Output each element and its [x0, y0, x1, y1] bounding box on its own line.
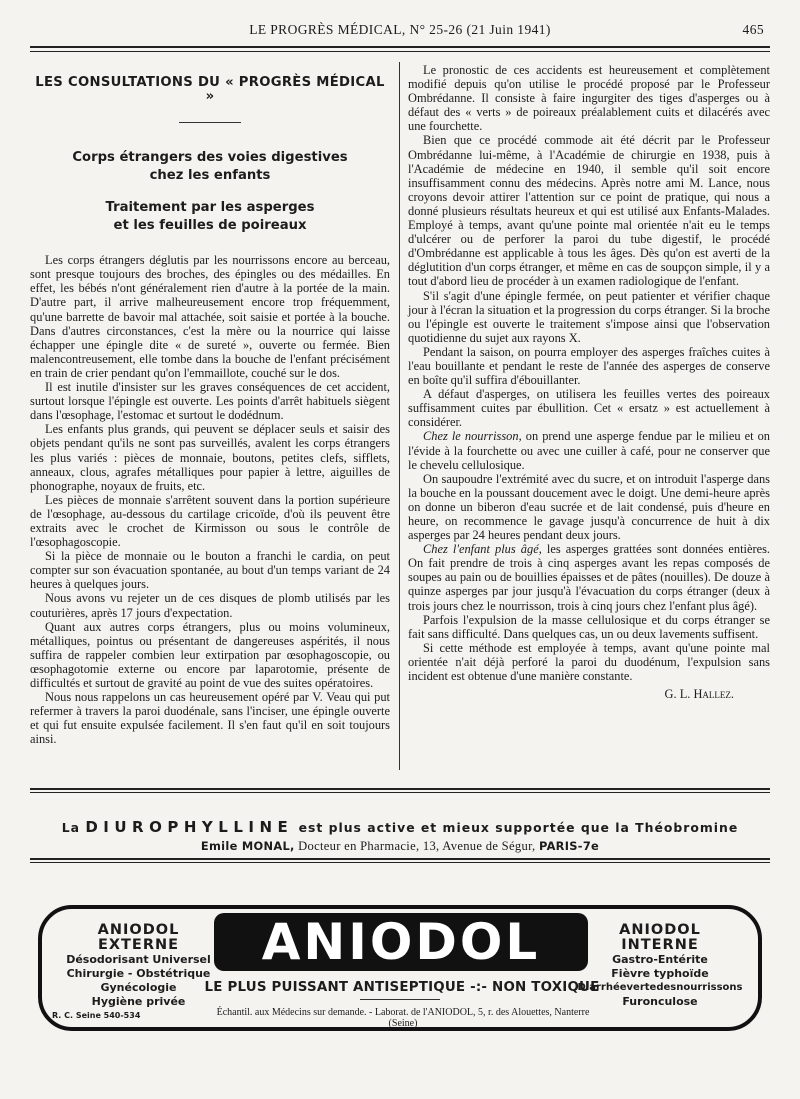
ad-rule-top	[30, 788, 770, 790]
column-divider	[399, 62, 400, 770]
aniodol-externe-block	[56, 923, 221, 1009]
aniodol-interne-use: Furonculose	[622, 995, 698, 1008]
aniodol-logo: ANIODOL	[214, 913, 588, 971]
paragraph: Si cette méthode est employée à temps, avant qu'une pointe mal orientée n'ait déjà perforé la paroi du duodénum, l'expulsion sans incident est obtenue d'une manière constante.	[408, 640, 770, 684]
paragraph-nourrisson	[408, 429, 770, 471]
aniodol-externe-use: Désodorisant Universel	[66, 953, 211, 966]
section-heading: LES CONSULTATIONS DU « PROGRÈS MÉDICAL »	[35, 75, 385, 105]
paragraph: Nous nous rappelons un cas heureusement opéré par V. Veau qui put refermer à travers la paroi duodénale, sans l'inciser, une épingle ouverte et qui fut ensuite expulsée facilement. Il s'en faut qu'il en soit toujours ainsi.	[30, 690, 390, 747]
article-title	[30, 149, 390, 185]
aniodol-interne-use: Fièvre typhoïde	[611, 967, 709, 980]
aniodol-externe-use: Chirurgie - Obstétrique	[66, 967, 211, 980]
article-subtitle-line1: Traitement par les asperges	[105, 200, 315, 216]
paragraph: Parfois l'expulsion de la masse cellulosique et du corps étranger se fait sans difficulté. Dans quelques cas, un ou deux lavements suffisent.	[408, 612, 770, 641]
ad-rule-mid	[30, 858, 770, 860]
ad-rule-mid-thin	[30, 862, 770, 863]
section-divider	[179, 122, 241, 123]
aniodol-interne-heading-2: INTERNE	[621, 937, 699, 953]
page-number: 465	[742, 22, 764, 37]
aniodol-externe-use: Gynécologie	[100, 981, 177, 994]
paragraph: Bien que ce procédé commode ait été décrit par le Professeur Ombrédanne lui-même, à l'Académie de chirurgie en 1938, puis à l'Académie de médecine en 1940, il semble qu'il soit encore insuffisamment connu des médecins. Après notre ami M. Lance, nous croyons devoir attirer l'attention sur ce point de pratique, qui nous a donné plusieurs résultats heureux et qui est utilisé aux Enfants-Malades. Employé à temps, avant qu'une pointe mal orientée n'ait eu le temps d'ulcérer ou de perforer la paroi du tube digestif, le procédé d'Ombrédanne est applicable à tous les âges. Dès qu'on est averti de la déglutition d'un corps étranger, et même en cas de soupçon simple, il y a tout d'abord lieu de procéder à un examen radiologique de l'enfant.	[408, 133, 770, 289]
paragraph: Les enfants plus grands, qui peuvent se déplacer seuls et saisir des objets pendant qu'ils ne sont pas surveillés, avalent les corps étrangers les plus variés : pièces de monnaie, boutons, petites clefs, sifflets, anneaux, clous, agrafes métalliques pour papier à lettre, aiguilles de phonographe, noyaux de fruits, etc.	[30, 422, 390, 493]
aniodol-slogan: LE PLUS PUISSANT ANTISEPTIQUE -:- NON TOXIQUE	[204, 980, 600, 995]
maker-city: PARIS-7e	[538, 839, 600, 853]
paragraph: On saupoudre l'extrémité avec du sucre, et on introduit l'asperge dans la bouche en la poussant doucement avec le doigt. Une demi-heure après on donne un biberon d'eau sucrée et de lait condensé, puis d'heure en heure, on recommence le gavage jusqu'à concurrence de huit à dix asperges par 24 heures pendant deux jours.	[408, 471, 770, 543]
article-title-line1: Corps étrangers des voies digestives	[72, 150, 348, 166]
paragraph: Pendant la saison, on pourra employer des asperges fraîches cuites à l'eau bouillante et pendant le reste de l'année des asperges de conserve en boîte qu'il suffira d'ébouillanter.	[408, 344, 770, 388]
running-head	[30, 22, 770, 42]
header-rule-thin	[30, 51, 770, 52]
aniodol-externe-heading-1: ANIODOL	[97, 922, 180, 938]
paragraph-text: les asperges grattées sont données entières. On fait prendre de trois à cinq asperges avant les repas composés de soupes au pain ou de bouillies épaisses et de pâtes (nouilles). De douze à quinze asperges par jour jusqu'à l'évacuation du corps étranger (deux à trois jours chez le nourrisson, trois à cinq jours chez l'enfant plus âgé).	[408, 542, 771, 613]
paragraph-text: on prend une asperge fendue par le milieu et on l'évide à la fourchette ou avec une cuiller à café, pour ne conserver que le chevelu cellulosique.	[408, 429, 770, 472]
aniodol-footer: Échantil. aux Médecins sur demande. - Laborat. de l'ANIODOL, 5, r. des Alouettes, Nanterre (Seine)	[216, 1007, 590, 1029]
slogan-underline	[360, 999, 440, 1000]
registry-number: R. C. Seine 540-534	[52, 1011, 141, 1020]
ad-rule-top-thin	[30, 792, 770, 793]
diurophylline-brand: DIUROPHYLLINE	[85, 818, 294, 836]
diurophylline-claim-line	[30, 818, 770, 836]
aniodol-externe-heading-2: EXTERNE	[97, 937, 180, 953]
diurophylline-maker-line	[30, 839, 770, 854]
aniodol-ad	[38, 905, 762, 1031]
aniodol-interne-heading-1: ANIODOL	[619, 922, 701, 938]
article-left-column	[30, 70, 390, 746]
paragraph: Les corps étrangers déglutis par les nourrissons encore au berceau, sont presque toujours des broches, des épingles ou des médailles. En effet, les bébés n'ont généralement rien d'autre à la portée de la main. D'autre part, il arrive malheureusement encore trop fréquemment, qu'une barrette de bavoir mal attachée, soit saisie et portée à la bouche. Dans d'autres circonstances, c'est la mère ou la nourrice qui laisse échapper une épingle dite « de sureté », ouverte ou fermée. Bien malencontreusement, elle tombe dans la bouche de l'enfant précisément en train de crier pendant qu'on l'emmaillote, couché sur le dos.	[30, 253, 390, 380]
author-signature: G. L. Hallez.	[664, 687, 734, 702]
aniodol-interne-use: Gastro-Entérite	[612, 953, 708, 966]
paragraph-enfant-age	[408, 542, 770, 612]
italic-lead: Chez l'enfant plus âgé,	[423, 542, 542, 557]
diurophylline-ad	[30, 818, 770, 854]
article-subtitle	[30, 199, 390, 235]
diurophylline-claim: est plus active et mieux supportée que la Théobromine	[298, 820, 739, 835]
journal-title: LE PROGRÈS MÉDICAL, N° 25-26 (21 Juin 1941)	[249, 22, 551, 37]
paragraph: Nous avons vu rejeter un de ces disques de plomb utilisés par les couturières, après 17 jours d'expectation.	[30, 591, 390, 620]
aniodol-interne-block	[576, 923, 744, 1009]
article-title-line2: chez les enfants	[149, 168, 271, 184]
article-subtitle-line2: et les feuilles de poireaux	[113, 218, 307, 234]
paragraph: Quant aux autres corps étrangers, plus ou moins volumineux, métalliques, pointus ou présentant de dangereuses aspérités, il nous suffira de rappeler combien leur extirpation par œsophagoscopie, ou œsophagotomie externe ou encore par laparotomie, présente de difficultés et surtout de gravité au point de vue des suites opératoires.	[30, 619, 390, 690]
italic-lead: Chez le nourrisson,	[423, 429, 522, 444]
aniodol-interne-use: Diarrhéevertedesnourrissons	[577, 982, 743, 993]
aniodol-externe-use: Hygiène privée	[91, 995, 186, 1008]
paragraph: A défaut d'asperges, on utilisera les feuilles vertes des poireaux suffisamment cuites par ébullition. Cet « ersatz » est actuellement à considérer.	[408, 387, 770, 430]
paragraph: Le pronostic de ces accidents est heureusement et complètement modifié depuis qu'on utilise le procédé proposé par le Professeur Ombrédanne. Il consiste à faire ingurgiter des tiges d'asperges ou à défaut des « verts » de poireaux préalablement cuits et dilacérés avec une fourchette.	[408, 63, 770, 134]
article-right-column	[408, 63, 770, 701]
paragraph: S'il s'agit d'une épingle fermée, on peut patienter et vérifier chaque jour à l'écran la situation et la progression du corps étranger. Si la broche ou l'épingle est ouverte le traitement s'impose ainsi que l'observation quotidienne du sujet aux rayons X.	[408, 288, 770, 345]
ad-prefix: La	[61, 820, 81, 835]
maker-name: Emile MONAL,	[200, 839, 295, 853]
header-rule	[30, 46, 770, 48]
paragraph: Il est inutile d'insister sur les graves conséquences de cet accident, surtout lorsque l'épingle est ouverte. Les points d'arrêt habituels siègent dans l'œsophage, l'estomac et surtout le dodédnum.	[30, 380, 390, 423]
paragraph: Si la pièce de monnaie ou le bouton a franchi le cardia, on peut compter sur son évacuation spontanée, au bout d'un temps variant de 24 heures à quelques jours.	[30, 549, 390, 592]
maker-address: Docteur en Pharmacie, 13, Avenue de Ségur,	[298, 839, 536, 853]
paragraph: Les pièces de monnaie s'arrêtent souvent dans la portion supérieure de l'œsophage, au-dessous du cartilage cricoïde, d'où ils peuvent être extraits avec le crochet de Kirmisson ou sous le contrôle de l'œsophagoscopie.	[30, 492, 390, 550]
